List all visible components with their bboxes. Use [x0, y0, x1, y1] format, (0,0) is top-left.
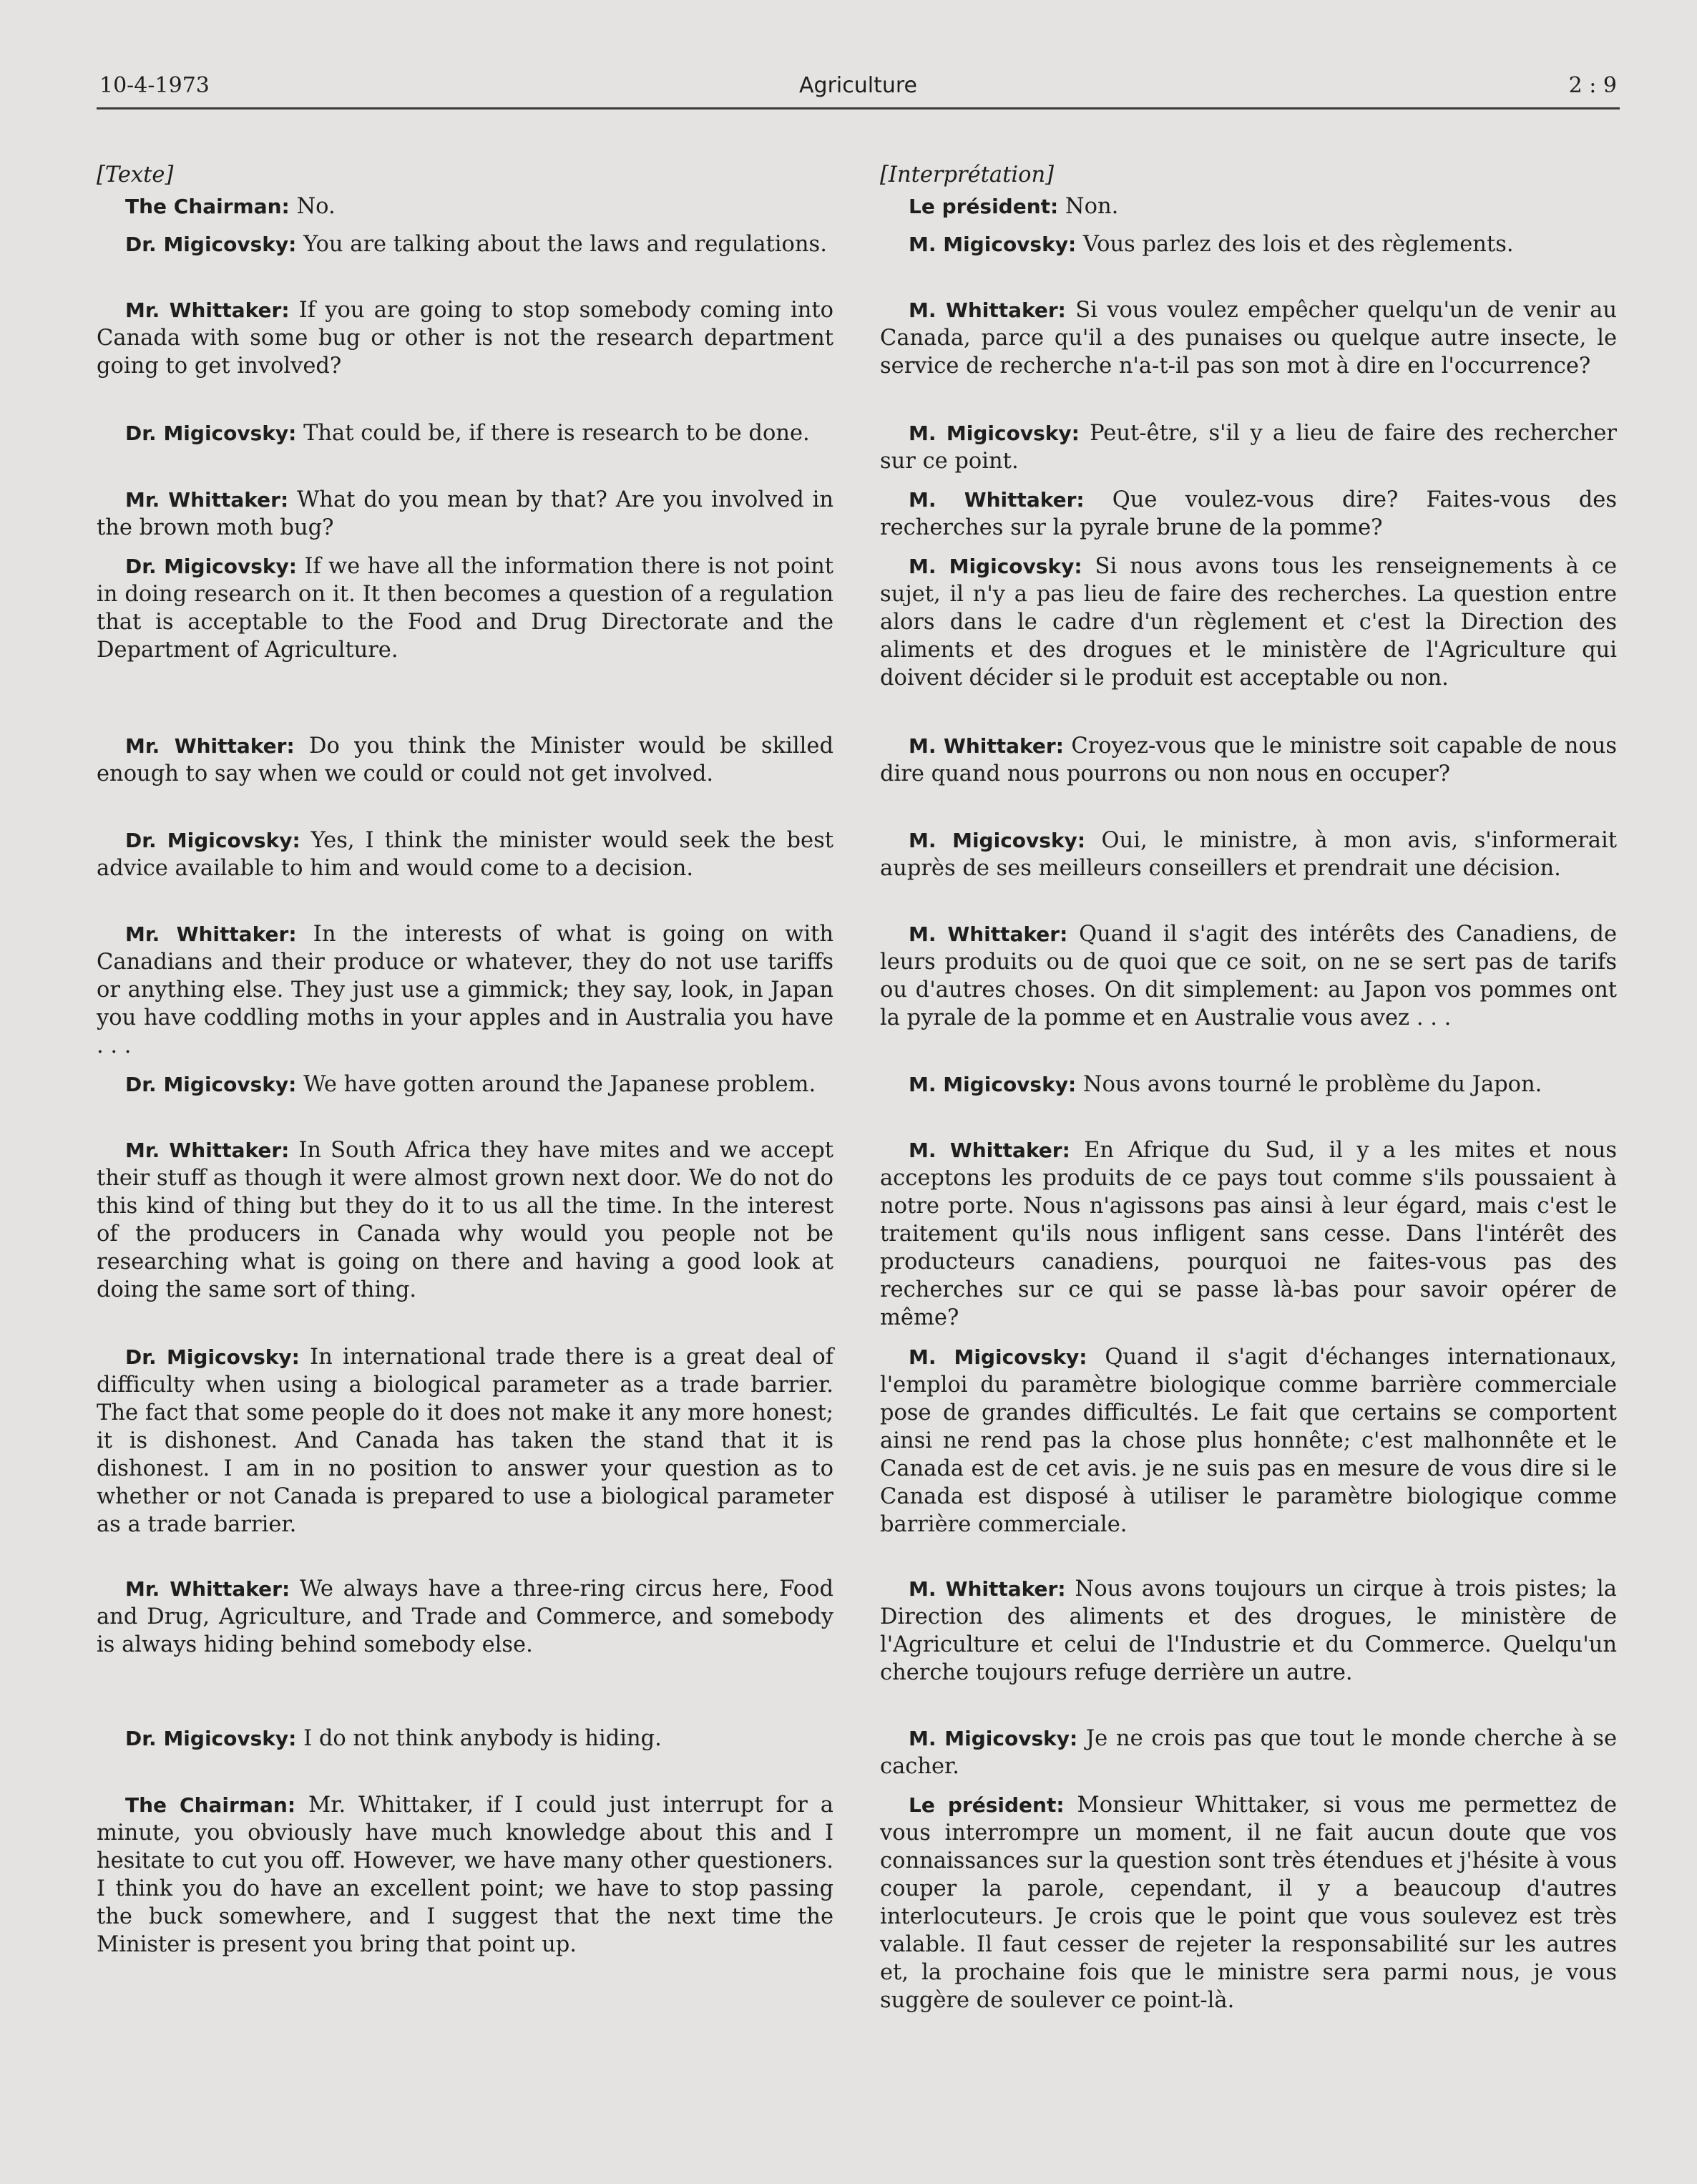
speaker-name: Dr. Migicovsky: [125, 1345, 300, 1369]
speaker-name: M. Migicovsky: [909, 555, 1082, 578]
speaker-name: Mr. Whittaker: [125, 1139, 290, 1162]
transcript-turn [97, 1343, 833, 1539]
transcript-turn [880, 419, 1617, 475]
speaker-name: M. Migicovsky: [909, 1073, 1077, 1096]
speaker-name: Dr. Migicovsky: [125, 421, 297, 445]
turn-text: Monsieur Whittaker, si vous me permettez de vous interrompre un moment, il ne fait aucun doute que vos connaissances sur la question sont très étendues et j'hésite à vous couper la parole, cependant, il y a beaucoup d'autres interlocuteurs. Je crois que le point que vous soulevez est très valable. Il faut cesser de rejeter la responsabilité sur les autres et, la prochaine fois que le ministre sera parmi nous, je vous suggère de soulever ce point-là. [880, 1793, 1617, 2013]
turn-text: Do you think the Minister would be skilled enough to say when we could or could not get involved. [97, 733, 833, 786]
speaker-name: The Chairman: [125, 1793, 296, 1817]
transcript-turn [97, 732, 833, 788]
transcript-turn [880, 1071, 1617, 1098]
transcript-turn [880, 1575, 1617, 1687]
speaker-name: M. Whittaker: [909, 488, 1085, 512]
speaker-name: M. Whittaker: [909, 1139, 1070, 1162]
speaker-name: Le président: [909, 195, 1059, 218]
transcript-turn [97, 1071, 833, 1098]
header-title: Agriculture [799, 73, 917, 98]
turn-text: You are talking about the laws and regulations. [296, 232, 827, 257]
speaker-name: M. Whittaker: [909, 298, 1066, 322]
speaker-name: Dr. Migicovsky: [125, 829, 300, 852]
turn-text: In international trade there is a great deal of difficulty when using a biological parameter as a trade barrier. The fact that some people do it does not make it any more honest; it is dishonest. And Canada has taken the stand that it is dishonest. I am in no position to answer your question as to whether or not Canada is prepared to use a biological parameter as a trade barrier. [97, 1345, 833, 1537]
transcript-turn [97, 1791, 833, 1959]
transcript-turn [880, 827, 1617, 882]
turn-text: Croyez-vous que le ministre soit capable de nous dire quand nous pourrons ou non nous en occuper? [880, 733, 1617, 786]
transcript-turn [880, 552, 1617, 692]
transcript-turn [97, 1575, 833, 1659]
speaker-name: Mr. Whittaker: [125, 734, 295, 758]
turn-text: If we have all the information there is not point in doing research on it. It then becomes a question of a regulation that is acceptable to the Food and Drug Directorate and the Department of Agriculture. [97, 554, 833, 663]
transcript-turn [97, 230, 833, 258]
turn-text: Vous parlez des lois et des règlements. [1076, 232, 1514, 257]
speaker-name: M. Whittaker: [909, 1577, 1066, 1601]
speaker-name: M. Migicovsky: [909, 421, 1080, 445]
transcript-turn [880, 920, 1617, 1032]
speaker-name: Dr. Migicovsky: [125, 233, 297, 256]
turn-text: Mr. Whittaker, if I could just interrupt for a minute, you obviously have much knowledge about this and I hesitate to cut you off. However, we have many other questioners. I think you do have an excellent point; we have to stop passing the buck somewhere, and I suggest that the next time the Minister is present you bring that point up. [97, 1793, 833, 1957]
transcript-turn [97, 920, 833, 1060]
turn-text: I do not think anybody is hiding. [296, 1726, 662, 1751]
turn-text: Quand il s'agit d'échanges internationaux, l'emploi du paramètre biologique comme barrière commerciale pose de grandes difficultés. Le fait que certains se comportent ainsi ne rend pas la chose plus honnête; c'est malhonnête et le Canada est de cet avis. je ne suis pas en mesure de vous dire si le Canada est disposé à utiliser le paramètre biologique comme barrière commerciale. [880, 1345, 1617, 1537]
speaker-name: M. Migicovsky: [909, 829, 1086, 852]
transcript-turn [880, 296, 1617, 380]
transcript-turn [880, 1725, 1617, 1780]
transcript-turn [880, 732, 1617, 788]
speaker-name: M. Migicovsky: [909, 1345, 1087, 1369]
turn-text: Que voulez-vous dire? Faites-vous des recherches sur la pyrale brune de la pomme? [880, 487, 1617, 540]
turn-text: Oui, le ministre, à mon avis, s'informerait auprès de ses meilleurs conseillers et prendrait une décision. [880, 828, 1617, 881]
transcript-turn [880, 486, 1617, 542]
turn-text: If you are going to stop somebody coming into Canada with some bug or other is not the research department going to get involved? [97, 298, 833, 379]
transcript-turn [97, 486, 833, 542]
header-date: 10-4-1973 [99, 73, 210, 98]
speaker-name: Le président: [909, 1793, 1065, 1817]
turn-text: In the interests of what is going on with Canadians and their produce or whatever, they do not use tariffs or anything else. They just use a gimmick; they say, look, in Japan you have coddling moths in your apples and in Australia you have . . . [97, 922, 833, 1058]
turn-text: Yes, I think the minister would seek the best advice available to him and would come to a decision. [97, 828, 833, 881]
turn-text: In South Africa they have mites and we accept their stuff as though it were almost grown next door. We do not do this kind of thing but they do it to us all the time. In the interest of the producers in Canada why would you people not be researching what is going on there and having a good look at doing the same sort of thing. [97, 1138, 834, 1302]
speaker-name: M. Whittaker: [909, 734, 1064, 758]
speaker-name: Mr. Whittaker: [125, 1577, 290, 1601]
french-column [880, 161, 1618, 2013]
section-label: [Interprétation] [880, 162, 1055, 187]
page-header [97, 72, 1620, 109]
turn-text: No. [289, 194, 336, 219]
transcript-turn [880, 230, 1617, 258]
english-column [97, 161, 834, 1957]
turn-text: Si nous avons tous les renseignements à ce sujet, il n'y a pas lieu de faire des recherches. La question entre alors dans le cadre d'un règlement et c'est la Direction des aliments et des drogues et le ministère de l'Agriculture qui doivent décider si le produit est acceptable ou non. [880, 554, 1617, 691]
transcript-turn [97, 827, 833, 882]
section-label: [Texte] [97, 162, 174, 187]
turn-text: We have gotten around the Japanese problem. [296, 1072, 816, 1097]
transcript-turn [880, 1791, 1617, 2014]
speaker-name: M. Whittaker: [909, 922, 1068, 946]
turn-text: We always have a three-ring circus here, Food and Drug, Agriculture, and Trade and Commerce, and somebody is always hiding behind somebody else. [97, 1576, 833, 1657]
speaker-name: Mr. Whittaker: [125, 922, 297, 946]
transcript-turn [97, 192, 833, 220]
turn-text: Si vous voulez empêcher quelqu'un de venir au Canada, parce qu'il a des punaises ou quelque autre insecte, le service de recherche n'a-t-il pas son mot à dire en l'occurrence? [880, 298, 1617, 379]
transcript-turn [880, 1343, 1617, 1539]
header-page-number: 2 : 9 [1568, 73, 1617, 98]
turn-text: Non. [1058, 194, 1119, 219]
speaker-name: Dr. Migicovsky: [125, 555, 297, 578]
turn-text: Peut-être, s'il y a lieu de faire des rechercher sur ce point. [880, 421, 1618, 474]
speaker-name: The Chairman: [125, 195, 290, 218]
speaker-name: Mr. Whittaker: [125, 488, 289, 512]
transcript-turn [97, 1136, 833, 1304]
turn-text: What do you mean by that? Are you involved in the brown moth bug? [97, 487, 833, 540]
turn-text: Quand il s'agit des intérêts des Canadiens, de leurs produits ou de quoi que ce soit, on ne se sert pas de tarifs ou d'autres choses. On dit simplement: au Japon vos pommes ont la pyrale de la pomme et en Australie vous avez . . . [880, 922, 1617, 1030]
speaker-name: M. Migicovsky: [909, 1727, 1078, 1750]
speaker-name: Dr. Migicovsky: [125, 1727, 297, 1750]
turn-text: Je ne crois pas que tout le monde cherche à se cacher. [880, 1726, 1617, 1779]
turn-text: Nous avons toujours un cirque à trois pistes; la Direction des aliments et des drogues, le ministère de l'Agriculture et celui de l'Industrie et du Commerce. Quelqu'un cherche toujours refuge derrière un autre. [880, 1576, 1617, 1685]
transcript-turn [97, 296, 833, 380]
turn-text: En Afrique du Sud, il y a les mites et nous acceptons les produits de ce pays tout comme s'ils poussaient à notre porte. Nous n'agissons pas ainsi à leur égard, mais c'est le traitement qu'ils nous infligent sans cesse. Dans l'intérêt des producteurs canadiens, pourquoi ne faites-vous pas des recherches sur ce qui se passe là-bas pour savoir opérer de même? [880, 1138, 1617, 1330]
speaker-name: Mr. Whittaker: [125, 298, 290, 322]
transcript-turn [97, 552, 833, 664]
turn-text: That could be, if there is research to be done. [296, 421, 810, 446]
transcript-turn [97, 1725, 833, 1752]
transcript-turn [880, 192, 1617, 220]
transcript-turn [97, 419, 833, 447]
turn-text: Nous avons tourné le problème du Japon. [1076, 1072, 1542, 1097]
speaker-name: Dr. Migicovsky: [125, 1073, 297, 1096]
speaker-name: M. Migicovsky: [909, 233, 1077, 256]
transcript-turn [880, 1136, 1617, 1332]
